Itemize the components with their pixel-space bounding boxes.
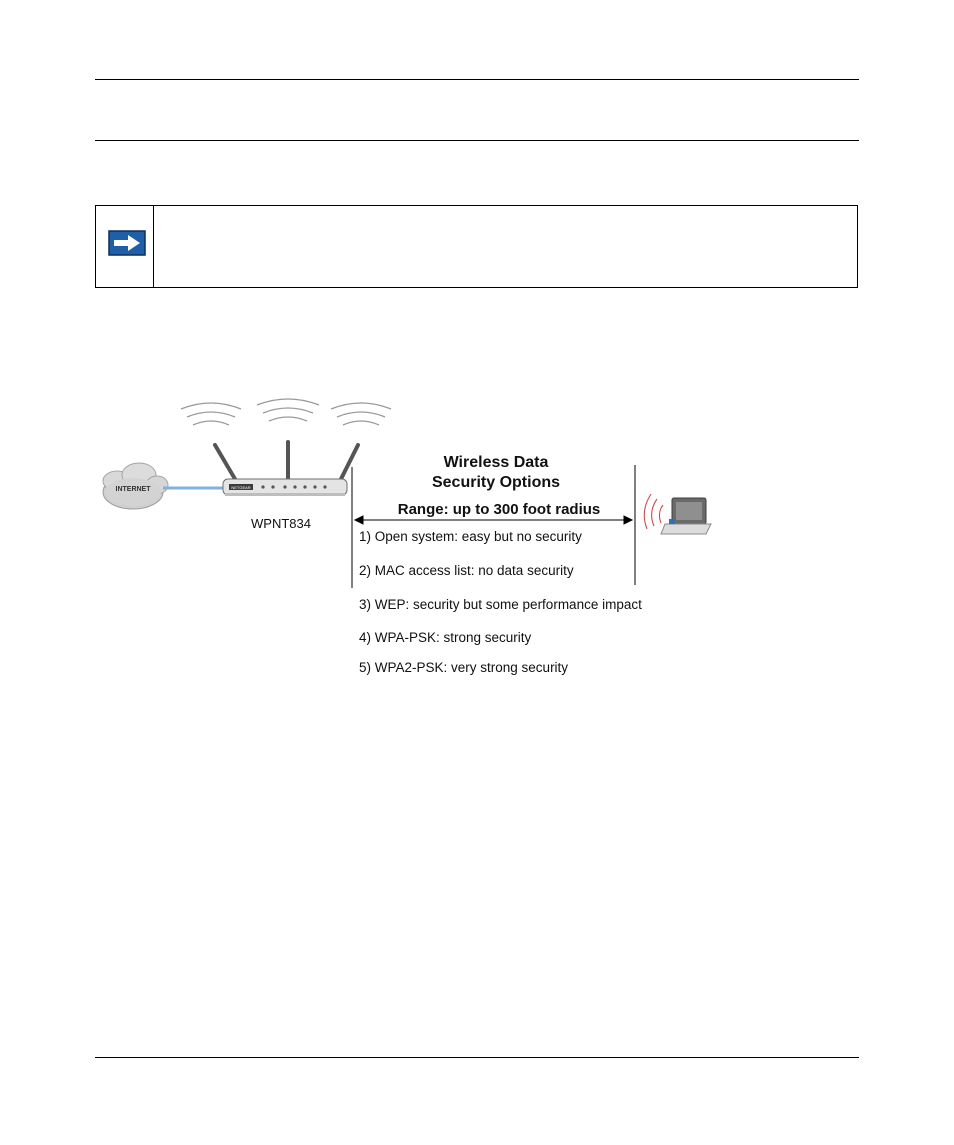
security-option: 3) WEP: security but some performance impact [359,597,642,612]
diagram-title-line2: Security Options [431,474,561,491]
diagram-title-line1: Wireless Data [443,454,549,471]
note-box [95,205,858,288]
internet-cloud-icon [103,463,168,509]
device-label: WPNT834 [251,516,311,531]
router-signal-icon [181,399,391,425]
security-option: 1) Open system: easy but no security [359,529,582,544]
security-option: 5) WPA2-PSK: very strong security [359,660,569,675]
router-antennas [215,442,358,479]
security-option: 2) MAC access list: no data security [359,563,574,578]
wireless-security-diagram [95,395,715,685]
security-option: 4) WPA-PSK: strong security [359,630,532,645]
note-icon-cell [96,206,154,287]
header-rule-bottom [95,140,859,141]
cloud-label: INTERNET [115,486,151,493]
header-rule-top [95,79,859,80]
laptop-icon [661,498,711,534]
right-arrow-icon [108,230,146,256]
diagram-title [380,453,612,493]
footer-rule [95,1057,859,1058]
router-icon [223,479,347,496]
range-label: Range: up to 300 foot radius [397,501,601,518]
router-brand: NETGEAR [231,485,251,490]
laptop-signal-icon [644,494,663,529]
